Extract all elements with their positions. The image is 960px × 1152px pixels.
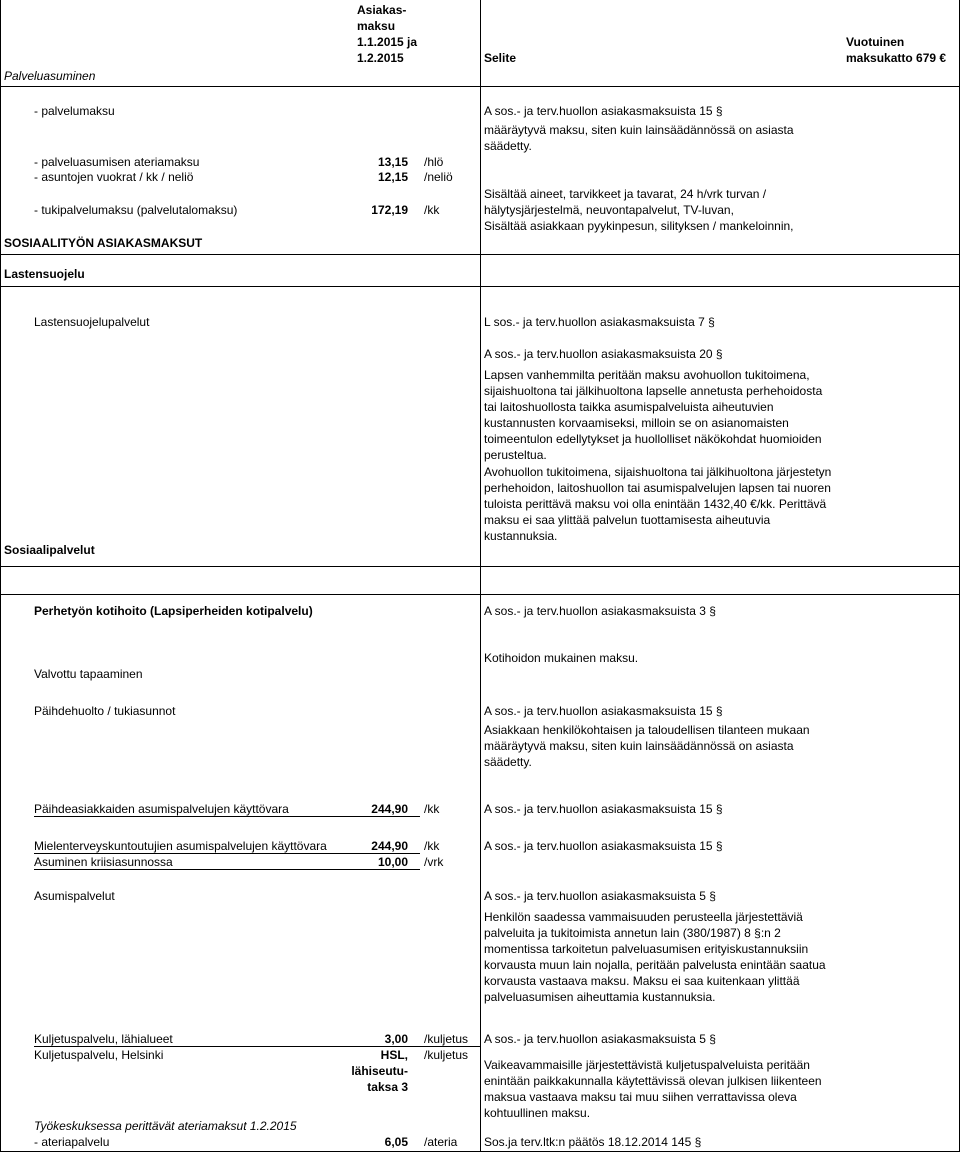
- palvelumaksu-ref: A sos.- ja terv.huollon asiakasmaksuista 15 §: [484, 104, 723, 118]
- asumispalvelut-desc-l4: korvausta muun lain nojalla, peritään palvelusta enintään saatua: [484, 958, 826, 972]
- header-selite: Selite: [484, 51, 517, 65]
- asumispalvelut-ref: A sos.- ja terv.huollon asiakasmaksuista 5 §: [484, 889, 716, 903]
- ateriapalvelu-value: 6,05: [384, 1135, 408, 1149]
- tyokeskus-label: Työkeskuksessa perittävät ateriamaksut 1.2.2015: [34, 1119, 297, 1133]
- lastensuojelu-desc1-l6: perusteltua.: [484, 448, 547, 462]
- sosiaalityo-heading: SOSIAALITYÖN ASIAKASMAKSUT: [4, 236, 203, 250]
- asumispalvelut-label: Asumispalvelut: [34, 889, 115, 903]
- tukipalvelu-label: - tukipalvelumaksu (palvelutalomaksu): [34, 203, 238, 217]
- kuljetus-desc-l1: Vaikeavammaisille järjestettävistä kuljetuspalveluista peritään: [484, 1058, 810, 1072]
- kriisi-unit: /vrk: [424, 855, 444, 869]
- paihdeasiakkaat-value: 244,90: [371, 802, 408, 816]
- asumispalvelut-desc-l5: korvausta vastaava maksu. Maksu ei saa kuitenkaan ylittää: [484, 974, 800, 988]
- kuljetus-hki-label: Kuljetuspalvelu, Helsinki: [34, 1048, 164, 1062]
- lastensuojelu-desc1-l4: kustannusten korvaamiseksi, milloin se on asianomaisten: [484, 416, 789, 430]
- grid-hline-sosiaalipalvelut: [0, 566, 960, 567]
- lastensuojelu-desc1-l3: tai laitoshuollosta taikka asumispalveluista aiheutuvien: [484, 400, 774, 414]
- ateriamaksu-value: 13,15: [377, 155, 408, 169]
- header-vuotuinen: Vuotuinen: [846, 35, 905, 49]
- tukipalvelu-value: 172,19: [371, 203, 408, 217]
- kuljetus-desc-l2: enintään paikkakunnalla käytettävissä olevan julkisen liikenteen: [484, 1074, 822, 1088]
- grid-hline-sosiaalityo: [0, 254, 960, 255]
- tukipalvelu-desc-l2: hälytysjärjestelmä, neuvontapalvelut, TV-luvan,: [484, 203, 734, 217]
- asumispalvelut-desc-l2: palveluita ja tukitoimista annetun lain (380/1987) 8 §:n 2: [484, 926, 781, 940]
- kriisi-underline: [34, 869, 420, 870]
- grid-hline-perhetyo: [0, 594, 960, 595]
- paihdeasiakkaat-label: Päihdeasiakkaiden asumispalvelujen käyttövara: [34, 802, 289, 816]
- vuokrat-unit: /neliö: [424, 170, 453, 184]
- kotihoito-desc: Kotihoidon mukainen maksu.: [484, 651, 639, 665]
- paihdehuolto-desc-l2: määräytyvä maksu, siten kuin lainsäädännössä on asiasta: [484, 739, 794, 753]
- kuljetus-desc-l4: kohtuullinen maksu.: [484, 1106, 591, 1120]
- lastensuojelu-desc2-l3: tuloista perittävä maksu voi olla enintään 1432,40 €/kk. Perittävä: [484, 497, 827, 511]
- lastensuojelu-desc2-l4: maksu ei saa ylittää palvelun tuottamisesta aiheutuvia: [484, 513, 771, 527]
- ateriapalvelu-unit: /ateria: [424, 1135, 458, 1149]
- ateriamaksu-unit: /hlö: [424, 155, 444, 169]
- lastensuojelu-heading: Lastensuojelu: [4, 267, 85, 281]
- tukipalvelu-unit: /kk: [424, 203, 440, 217]
- paihdehuolto-label: Päihdehuolto / tukiasunnot: [34, 704, 176, 718]
- paihdehuolto-desc-l3: säädetty.: [484, 755, 532, 769]
- lastensuojelu-desc1-l2: sijaishuoltona tai jälkihuoltona lapselle annetusta perhehoidosta: [484, 384, 823, 398]
- kuljetus-lahi-ref: A sos.- ja terv.huollon asiakasmaksuista 5 §: [484, 1032, 716, 1046]
- kuljetus-lahi-value: 3,00: [384, 1032, 408, 1046]
- lastensuojelu-desc1-l5: toimeentulon edellytykset ja huollolliset näkökohdat huomioiden: [484, 432, 822, 446]
- header-asiakasmaksu-l2: maksu: [357, 19, 396, 33]
- lastensuojelu-desc1-l1: Lapsen vanhemmilta peritään maksu avohuollon tukitoimena,: [484, 368, 810, 382]
- paihdehuolto-desc-l1: Asiakkaan henkilökohtaisen ja taloudellisen tilanteen mukaan: [484, 723, 810, 737]
- mielenterveys-ref: A sos.- ja terv.huollon asiakasmaksuista 15 §: [484, 839, 723, 853]
- mielenterveys-value: 244,90: [371, 839, 408, 853]
- header-asiakasmaksu-l3: 1.1.2015 ja: [357, 35, 418, 49]
- palvelumaksu-desc-l2: säädetty.: [484, 139, 532, 153]
- ateriapalvelu-ref: Sos.ja terv.ltk:n päätös 18.12.2014 145 §: [484, 1135, 702, 1149]
- palvelumaksu-desc-l1: määräytyvä maksu, siten kuin lainsäädännössä on asiasta: [484, 123, 794, 137]
- tukipalvelu-desc-l1: Sisältää aineet, tarvikkeet ja tavarat, 24 h/vrk turvan /: [484, 187, 767, 201]
- paihdeasiakkaat-underline: [34, 816, 420, 817]
- perhetyo-ref: A sos.- ja terv.huollon asiakasmaksuista 3 §: [484, 604, 716, 618]
- kuljetus-hki-value-l3: taksa 3: [367, 1080, 408, 1094]
- lastensuojelupalvelut-label: Lastensuojelupalvelut: [34, 315, 150, 329]
- lastensuojelu-desc2-l1: Avohuollon tukitoimena, sijaishuoltona tai jälkihuoltona järjestetyn: [484, 465, 832, 479]
- perhetyo-label: Perhetyön kotihoito (Lapsiperheiden kotipalvelu): [34, 604, 313, 618]
- kuljetus-hki-value-l2: lähiseutu-: [351, 1064, 408, 1078]
- tukipalvelu-desc-l3: Sisältää asiakkaan pyykinpesun, silityksen / mankeloinnin,: [484, 219, 794, 233]
- kuljetus-lahi-unit: /kuljetus: [424, 1032, 469, 1046]
- lastensuojelu-ref2: A sos.- ja terv.huollon asiakasmaksuista 20 §: [484, 347, 723, 361]
- kuljetus-desc-l3: maksua vastaava maksu tai muu siihen verrattavissa oleva: [484, 1090, 797, 1104]
- grid-hline-header: [0, 86, 960, 87]
- kuljetus-lahi-label: Kuljetuspalvelu, lähialueet: [34, 1032, 173, 1046]
- asumispalvelut-desc-l3: momentissa tarkoitetun palveluasumisen erityiskustannuksiin: [484, 942, 809, 956]
- kuljetus-hki-unit: /kuljetus: [424, 1048, 469, 1062]
- mielenterveys-underline: [34, 853, 420, 854]
- vuokrat-value: 12,15: [377, 170, 408, 184]
- paihdehuolto-ref: A sos.- ja terv.huollon asiakasmaksuista 15 §: [484, 704, 723, 718]
- paihdeasiakkaat-ref: A sos.- ja terv.huollon asiakasmaksuista 15 §: [484, 802, 723, 816]
- mielenterveys-label: Mielenterveyskuntoutujien asumispalvelujen käyttövara: [34, 839, 327, 853]
- kuljetus-hki-value-l1: HSL,: [380, 1048, 408, 1062]
- kriisi-label: Asuminen kriisiasunnossa: [34, 855, 173, 869]
- kriisi-value: 10,00: [377, 855, 408, 869]
- vuokrat-label: - asuntojen vuokrat / kk / neliö: [34, 170, 194, 184]
- palvelumaksu-label: - palvelumaksu: [34, 104, 115, 118]
- lastensuojelu-desc2-l2: perhehoidon, laitoshuollon tai asumispalvelujen lapsen tai nuoren: [484, 481, 831, 495]
- lastensuojelu-ref1: L sos.- ja terv.huollon asiakasmaksuista 7 §: [484, 315, 715, 329]
- valvottu-label: Valvottu tapaaminen: [34, 667, 143, 681]
- asumispalvelut-desc-l1: Henkilön saadessa vammaisuuden perusteella järjestettäviä: [484, 910, 803, 924]
- ateriapalvelu-label: - ateriapalvelu: [34, 1135, 110, 1149]
- sosiaalipalvelut-heading: Sosiaalipalvelut: [4, 543, 95, 557]
- grid-vline-mid: [480, 0, 481, 1152]
- grid-hline-lastensuojelu: [0, 286, 960, 287]
- header-asiakasmaksu-l1: Asiakas-: [357, 3, 407, 17]
- header-asiakasmaksu-l4: 1.2.2015: [357, 51, 404, 65]
- mielenterveys-unit: /kk: [424, 839, 440, 853]
- ateriamaksu-label: - palveluasumisen ateriamaksu: [34, 155, 200, 169]
- lastensuojelu-desc2-l5: kustannuksia.: [484, 529, 558, 543]
- asumispalvelut-desc-l6: palveluasumisen aiheuttamia kustannuksia.: [484, 990, 716, 1004]
- kuljetus-lahi-underline: [34, 1046, 480, 1047]
- paihdeasiakkaat-unit: /kk: [424, 802, 440, 816]
- header-maksukatto: maksukatto 679 €: [846, 51, 947, 65]
- header-palveluasuminen: Palveluasuminen: [4, 69, 96, 83]
- grid-vline-left: [0, 0, 1, 1152]
